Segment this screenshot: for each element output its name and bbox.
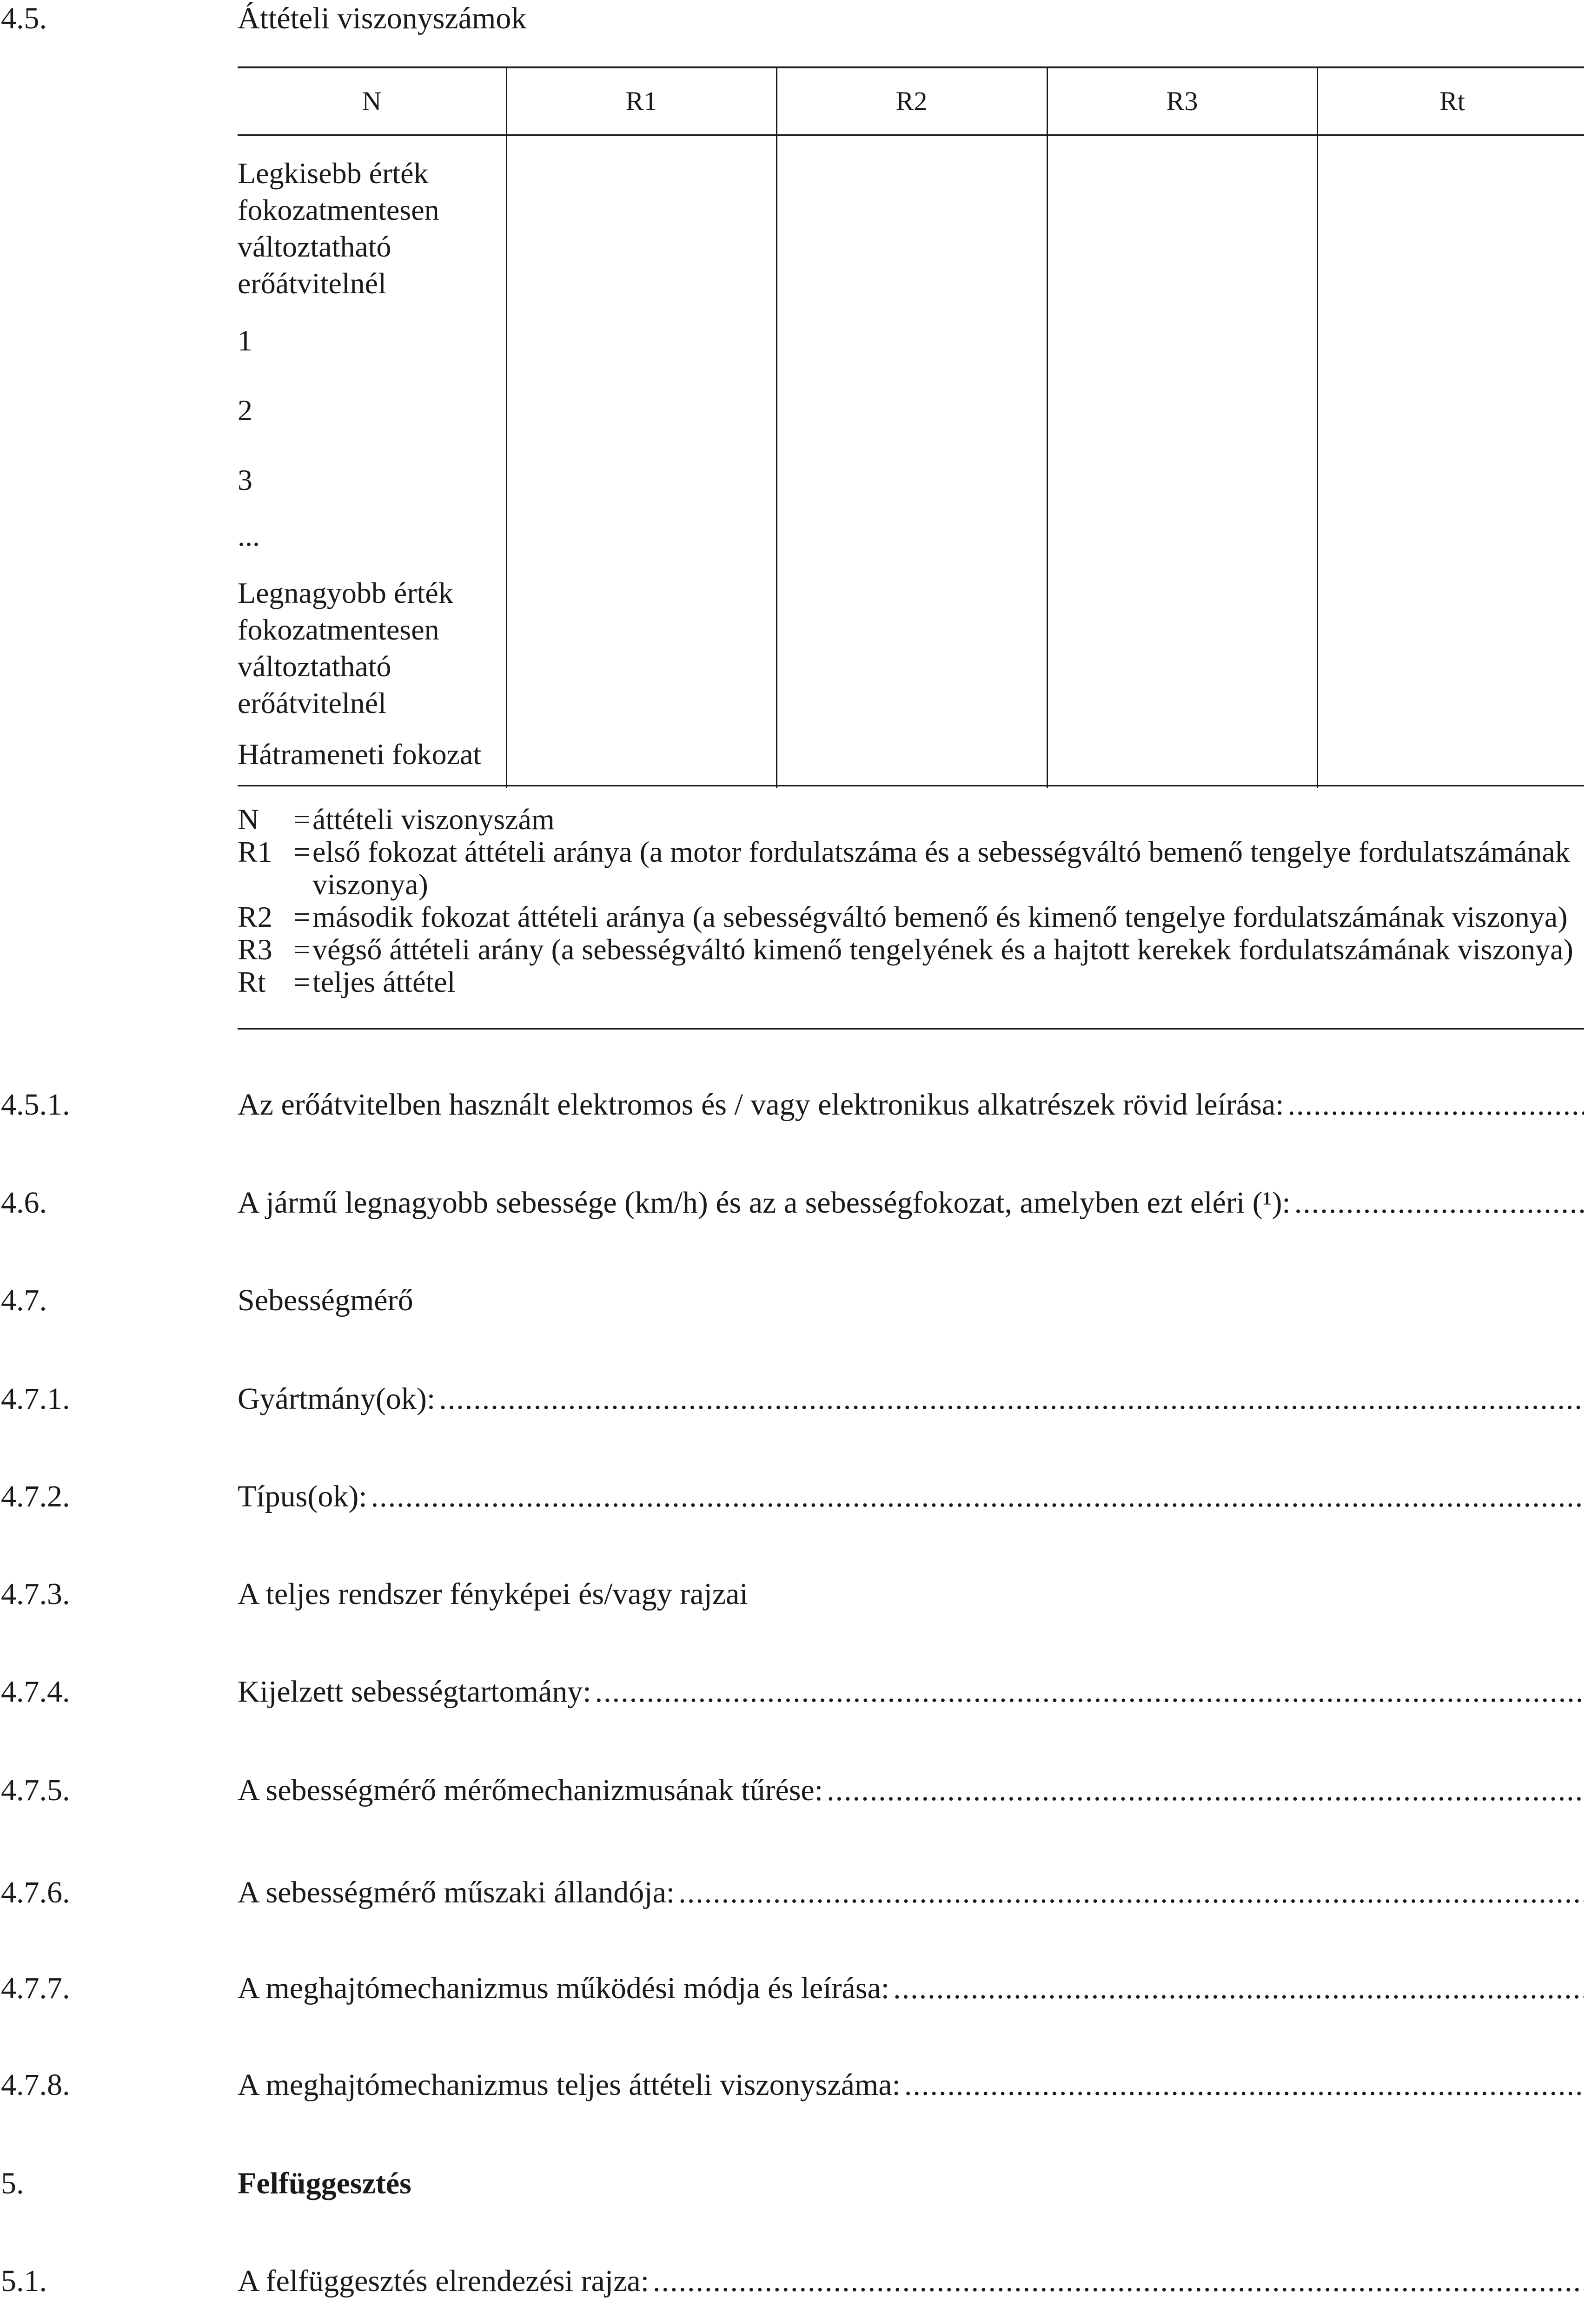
legend-item xyxy=(238,933,1584,966)
field-label: Az erőátvitelben használt elektromos és / vagy elektronikus alkatrészek rövid leírása: xyxy=(238,1088,1284,1122)
field-number: 4.7.7. xyxy=(1,1971,70,2005)
column-divider xyxy=(1047,66,1048,788)
row-label-ellipsis: ... xyxy=(238,519,260,552)
field-label: A jármű legnagyobb sebessége (km/h) és az a sebességfokozat, amelyben ezt eléri (¹): xyxy=(238,1186,1291,1220)
legend-item xyxy=(238,803,1584,836)
field-label: A sebességmérő műszaki állandója: xyxy=(238,1875,675,1909)
row-label-lowest-cvt: Legkisebb érték fokozatmentesen változtatható erőátvitelnél xyxy=(238,157,439,300)
legend-description: első fokozat áttételi aránya (a motor fordulatszáma és a sebességváltó bemenő tengelye fordulatszámának viszonya) xyxy=(312,835,1570,901)
field-4-7-4 xyxy=(0,1673,1585,1710)
field-4-7-7 xyxy=(0,1970,1585,2007)
field-4-7-3 xyxy=(0,1576,1585,1613)
fill-in-line[interactable] xyxy=(371,1478,1584,1515)
legend-symbol: N xyxy=(238,803,259,836)
column-header-rt: Rt xyxy=(1439,86,1465,116)
field-4-7-1 xyxy=(0,1380,1585,1418)
row-label-reverse: Hátrameneti fokozat xyxy=(238,738,482,771)
legend-symbol: R2 xyxy=(238,900,272,933)
field-label: A sebességmérő mérőmechanizmusának tűrése: xyxy=(238,1773,823,1807)
field-number: 4.5.1. xyxy=(1,1088,70,1122)
field-number: 4.7.2. xyxy=(1,1479,70,1513)
legend-description: második fokozat áttételi aránya (a sebességváltó bemenő és kimenő tengelye fordulatszámának viszonya) xyxy=(312,900,1568,933)
field-number: 4.7. xyxy=(1,1283,47,1317)
field-label: A felfüggesztés elrendezési rajza: xyxy=(238,2264,650,2298)
field-4-7-5 xyxy=(0,1772,1585,1809)
legend-equals: = xyxy=(293,965,311,998)
field-label: Sebességmérő xyxy=(238,1283,413,1317)
column-divider xyxy=(506,66,507,788)
field-5-1 xyxy=(0,2263,1585,2300)
field-number: 4.7.4. xyxy=(1,1675,70,1709)
field-number: 4.7.8. xyxy=(1,2068,70,2102)
field-4-7-6 xyxy=(0,1874,1585,1911)
fill-in-line[interactable] xyxy=(678,1874,1584,1911)
row-label-highest-cvt: Legnagyobb érték fokozatmentesen változtatható erőátvitelnél xyxy=(238,576,453,720)
fill-in-line[interactable] xyxy=(595,1673,1584,1710)
legend-equals: = xyxy=(293,803,311,836)
section-number: 4.5. xyxy=(1,1,47,35)
fill-in-line[interactable] xyxy=(827,1772,1584,1809)
field-number: 5. xyxy=(1,2166,24,2200)
legend-symbol: R3 xyxy=(238,933,272,966)
legend-item xyxy=(238,966,1584,998)
field-label: A meghajtómechanizmus működési módja és leírása: xyxy=(238,1971,890,2005)
field-number: 4.6. xyxy=(1,1186,47,1220)
gear-ratio-table xyxy=(238,66,1584,788)
table-header-rule xyxy=(238,134,1584,136)
field-number: 4.7.5. xyxy=(1,1773,70,1807)
legend-description: áttételi viszonyszám xyxy=(312,803,555,836)
field-number: 4.7.6. xyxy=(1,1875,70,1909)
fill-in-line[interactable] xyxy=(439,1380,1584,1418)
column-header-n: N xyxy=(362,86,382,116)
column-header-r3: R3 xyxy=(1166,86,1198,116)
fill-in-line[interactable] xyxy=(893,1970,1584,2007)
field-4-7-2 xyxy=(0,1478,1585,1515)
field-label: A teljes rendszer fényképei és/vagy rajzai xyxy=(238,1577,748,1611)
column-divider xyxy=(1317,66,1318,788)
row-label-gear-1: 1 xyxy=(238,324,252,357)
field-label: Gyártmány(ok): xyxy=(238,1382,436,1416)
legend-equals: = xyxy=(293,900,311,933)
field-4-5-1 xyxy=(0,1086,1585,1123)
field-4-7-8 xyxy=(0,2067,1585,2104)
field-number: 5.1. xyxy=(1,2264,47,2298)
section-heading-4-5 xyxy=(0,0,1585,37)
column-header-r1: R1 xyxy=(625,86,657,116)
legend-equals: = xyxy=(293,835,311,868)
field-number: 4.7.3. xyxy=(1,1577,70,1611)
row-label-gear-2: 2 xyxy=(238,394,252,427)
fill-in-line[interactable] xyxy=(1294,1184,1584,1221)
legend-equals: = xyxy=(293,933,311,966)
field-label: Típus(ok): xyxy=(238,1479,367,1513)
fill-in-line[interactable] xyxy=(653,2263,1584,2300)
field-label: Kijelzett sebességtartomány: xyxy=(238,1675,591,1709)
field-number: 4.7.1. xyxy=(1,1382,70,1416)
field-4-7 xyxy=(0,1282,1585,1319)
legend-symbol: R1 xyxy=(238,835,272,868)
field-label: A meghajtómechanizmus teljes áttételi viszonyszáma: xyxy=(238,2068,901,2102)
table-legend xyxy=(238,803,1584,998)
fill-in-line[interactable] xyxy=(904,2067,1584,2104)
legend-symbol: Rt xyxy=(238,965,266,998)
column-header-r2: R2 xyxy=(895,86,928,116)
legend-item xyxy=(238,901,1584,933)
fill-in-line[interactable] xyxy=(1288,1086,1584,1123)
row-label-gear-3: 3 xyxy=(238,463,252,496)
column-divider xyxy=(776,66,777,788)
legend-bottom-rule xyxy=(238,1028,1584,1030)
section-title: Áttételi viszonyszámok xyxy=(238,1,527,35)
section-title-suspension: Felfüggesztés xyxy=(238,2166,411,2200)
field-4-6 xyxy=(0,1184,1585,1221)
legend-description: teljes áttétel xyxy=(312,965,456,998)
legend-description: végső áttételi arány (a sebességváltó kimenő tengelyének és a hajtott kerekek fordulatszámának viszonya) xyxy=(312,933,1573,966)
field-5 xyxy=(0,2165,1585,2202)
table-bottom-rule xyxy=(238,785,1584,786)
legend-item xyxy=(238,836,1584,901)
